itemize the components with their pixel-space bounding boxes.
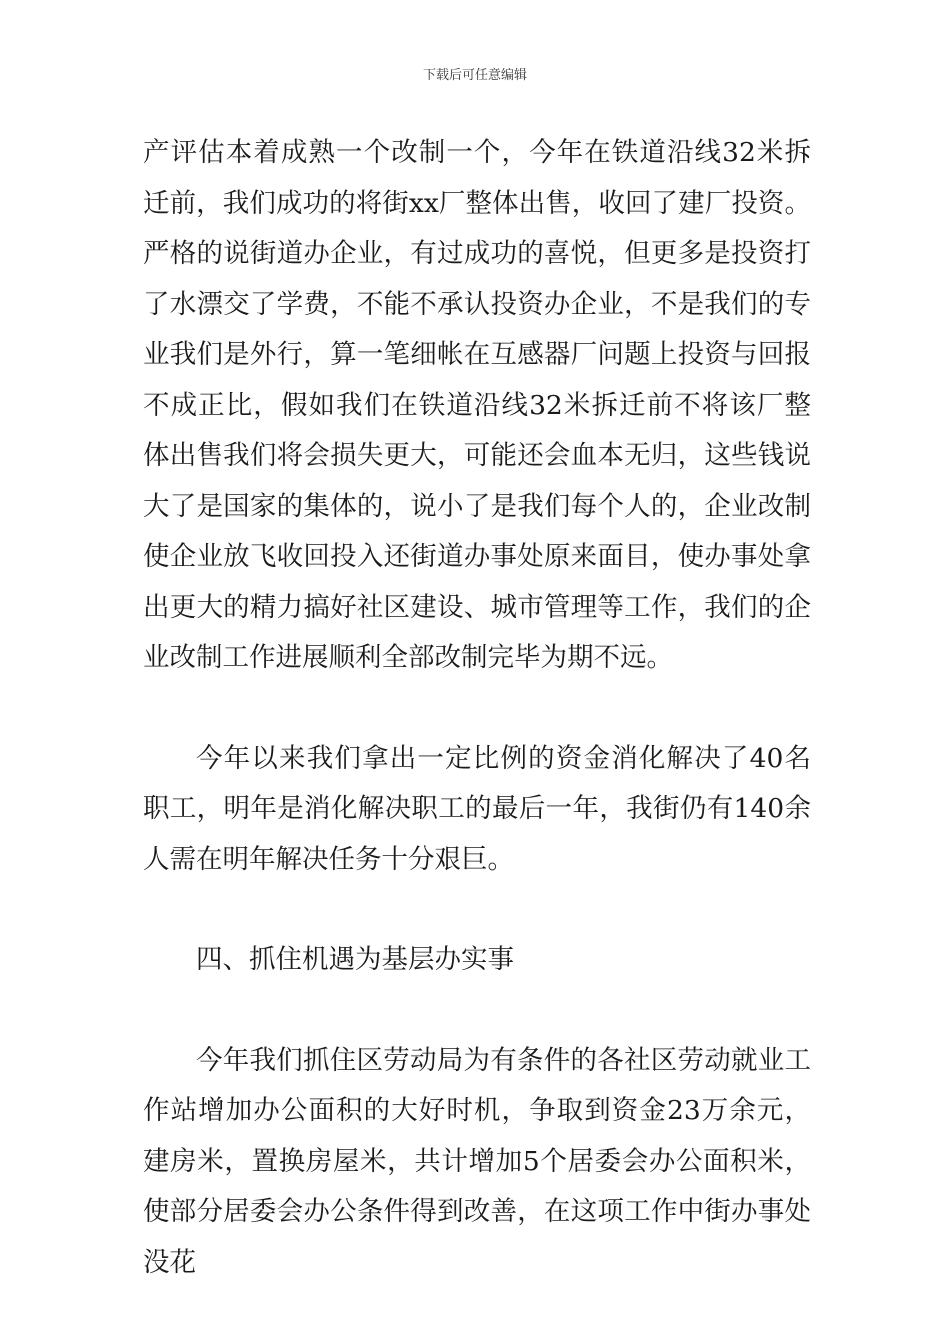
paragraph-staff-placement: 今年以来我们拿出一定比例的资金消化解决了40名职工，明年是消化解决职工的最后一年，我街仍有140余人需在明年解决任务十分艰巨。 xyxy=(143,742,811,875)
paragraph-enterprise-reform: 产评估本着成熟一个改制一个，今年在铁道沿线32米拆迁前，我们成功的将街xx厂整体出售，收回了建厂投资。严格的说街道办企业，有过成功的喜悦，但更多是投资打了水漂交了学费，不能不承认投资办企业，不是我们的专业我们是外行，算一笔细帐在互感器厂问题上投资与回报不成正比，假如我们在铁道沿线32米拆迁前不将该厂整体出售我们将会损失更大，可能还会血本无归，这些钱说大了是国家的集体的，说小了是我们每个人的，企业改制使企业放飞收回投入还街道办事处原来面目，使办事处拿出更大的精力搞好社区建设、城市管理等工作，我们的企业改制工作进展顺利全部改制完毕为期不远。 xyxy=(143,137,811,673)
page-header-note: 下载后可任意编辑 xyxy=(422,68,527,83)
section-heading: 四、抓住机遇为基层办实事 xyxy=(196,944,514,975)
document-body xyxy=(143,128,811,1288)
paragraph-office-space: 今年我们抓住区劳动局为有条件的各社区劳动就业工作站增加办公面积的大好时机，争取到资金23万余元，建房米，置换房屋米，共计增加5个居委会办公面积米，使部分居委会办公条件得到改善，在这项工作中街办事处没花 xyxy=(143,1044,811,1278)
